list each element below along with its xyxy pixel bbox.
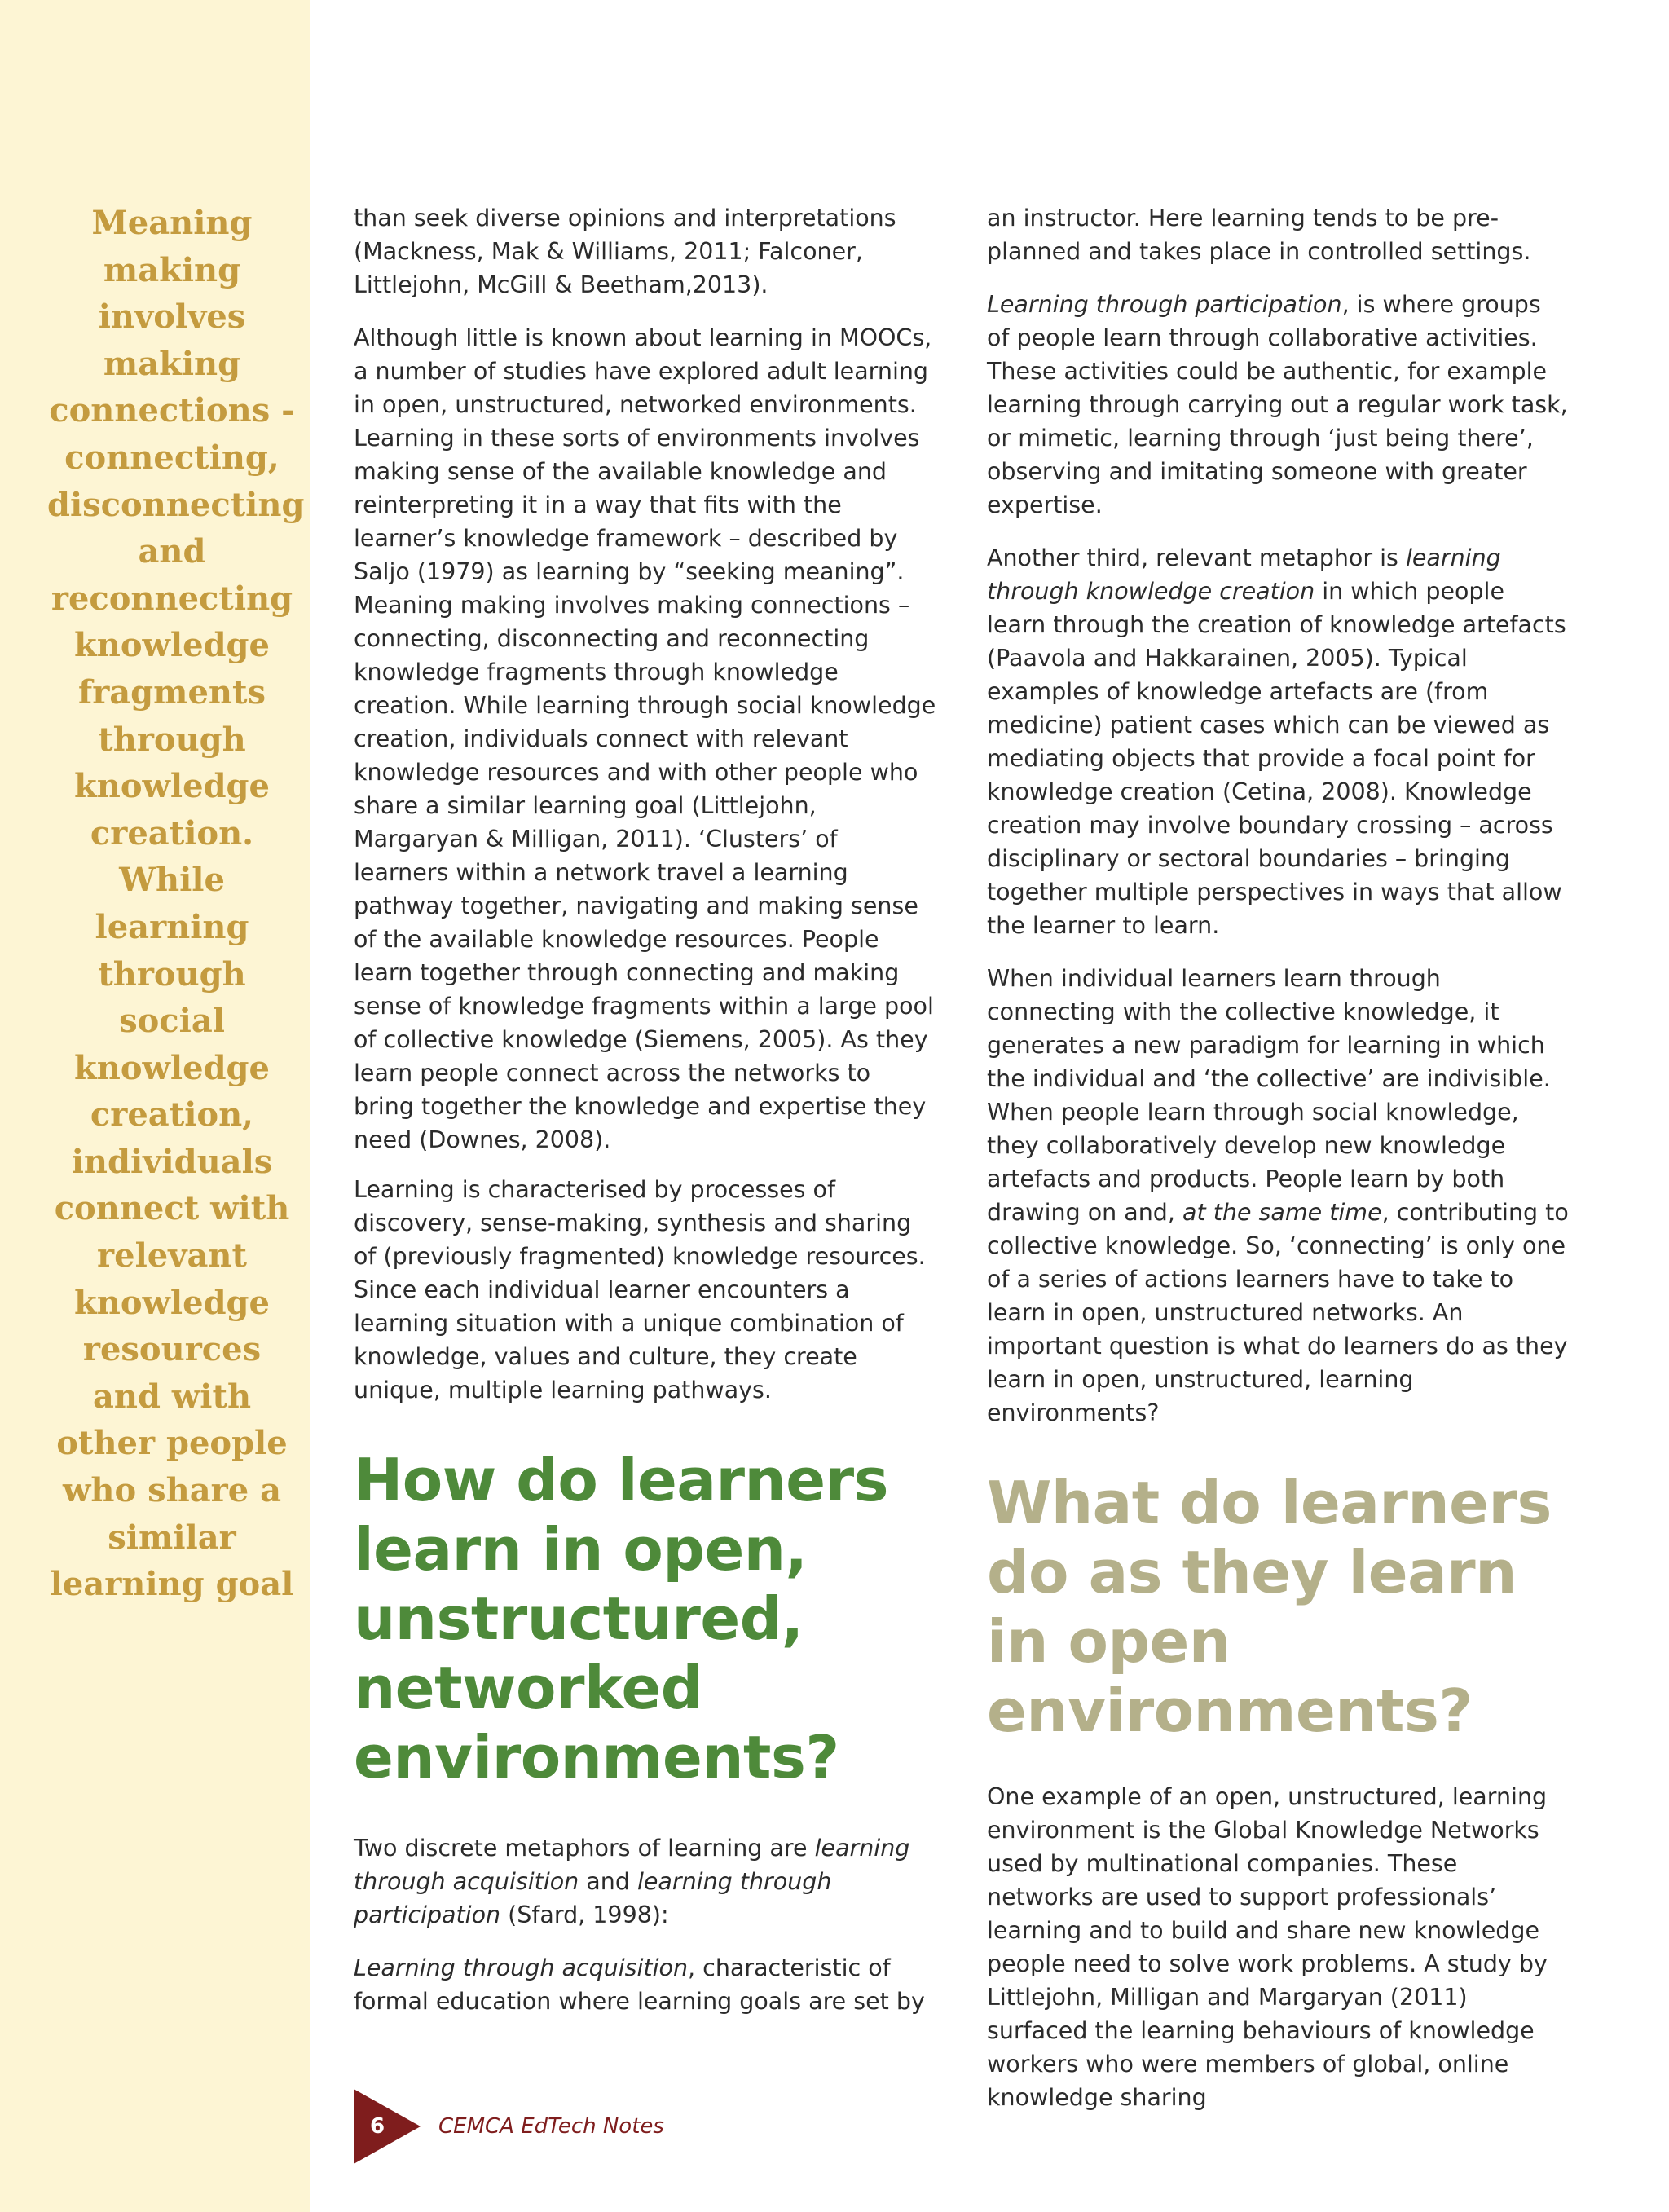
page-footer [354,2089,761,2164]
text-run: Two discrete metaphors of learning are [354,1835,815,1862]
triangle-marker-icon [354,2089,421,2164]
text-run: in which people learn through the creation of knowledge artefacts (Paavola and Hakkarainen, 2005). Typical examples of knowledge artefacts are (from medicine) patient cases which can be viewed as mediating objects that provide a focal point for knowledge creation (Cetina, 2008). Knowledge creation may involve boundary crossing – across disciplinary or sectoral boundaries – bringing together multiple perspectives in ways that allow the learner to learn. [987,578,1566,939]
text-run: , characteristic of formal education where learning goals are set by [354,1954,925,2015]
paragraph [987,962,1570,1430]
emphasis-text: at the same time [1182,1199,1382,1226]
paragraph [354,1951,936,2018]
pull-quote: Meaning making involves making connections - connecting, disconnecting and reconnecting knowledge fragments through knowledge creation. While learning through social knowledge creation, individuals connect with relevant knowledge resources and with other people who share a similar learning goal [47,204,305,1604]
text-run: , contributing to collective knowledge. So, ‘connecting’ is only one of a series of actions learners have to take to learn in open, unstructured networks. An important question is what do learners do as they learn in open, unstructured, learning environments? [987,1199,1569,1426]
section-heading: How do learners learn in open, unstructured, networked environments? [354,1446,888,1791]
section-heading: What do learners do as they learn in open environments? [987,1469,1552,1745]
page-number: 6 [370,2114,385,2139]
text-run: Another third, relevant metaphor is [987,544,1406,571]
text-run: (Sfard, 1998): [500,1901,669,1928]
emphasis-text: learning through knowledge creation [987,544,1501,605]
text-run: and [579,1868,637,1895]
paragraph [987,288,1570,522]
paragraph: an instructor. Here learning tends to be pre-planned and takes place in controlled settings. [987,205,1531,265]
paragraph: than seek diverse opinions and interpretations (Mackness, Mak & Williams, 2011; Falconer, Littlejohn, McGill & Beetham,2013). [354,205,896,298]
paragraph: One example of an open, unstructured, learning environment is the Global Knowledge Networks used by multinational companies. These networks are used to support professionals’ learning and to build and share new knowledge people need to solve work problems. A study by Littlejohn, Milligan and Margaryan (2011) surfaced the learning behaviours of knowledge workers who were members of global, online knowledge sharing [987,1783,1548,2111]
paragraph [987,541,1570,942]
paragraph: Although little is known about learning in MOOCs, a number of studies have explored adult learning in open, unstructured, networked environments. Learning in these sorts of environments involves making sense of the available knowledge and reinterpreting it in a way that fits with the learner’s knowledge framework – described by Saljo (1979) as learning by “seeking meaning”. Meaning making involves making connections – connecting, disconnecting and reconnecting knowledge fragments through knowledge creation. While learning through social knowledge creation, individuals connect with relevant knowledge resources and with other people who share a similar learning goal (Littlejohn, Margaryan & Milligan, 2011). ‘Clusters’ of learners within a network travel a learning pathway together, navigating and making sense of the available knowledge resources. People learn together through connecting and making sense of knowledge fragments within a large pool of collective knowledge (Siemens, 2005). As they learn people connect across the networks to bring together the knowledge and expertise they need (Downes, 2008). [354,324,936,1153]
emphasis-text: learning through acquisition [354,1835,910,1895]
publication-title: CEMCA EdTech Notes [438,2114,664,2139]
emphasis-text: learning through participation [354,1868,832,1928]
left-column [354,201,936,2038]
right-column [987,201,1570,2134]
emphasis-text: Learning through participation [987,291,1342,318]
paragraph [354,1831,936,1932]
text-run: , is where groups of people learn through collaborative activities. These activities could be authentic, for example learning through carrying out a regular work task, or mimetic, learning through ‘just being there’, observing and imitating someone with greater expertise. [987,291,1568,518]
emphasis-text: Learning through acquisition [354,1954,689,1981]
paragraph: Learning is characterised by processes of discovery, sense-making, synthesis and sharing of (previously fragmented) knowledge resources. Since each individual learner encounters a learning situation with a unique combination of knowledge, values and culture, they create unique, multiple learning pathways. [354,1176,926,1403]
sidebar [0,0,310,2212]
text-run: When individual learners learn through connecting with the collective knowledge, it generates a new paradigm for learning in which the individual and ‘the collective’ are indivisible. When people learn through social knowledge, they collaboratively develop new knowledge artefacts and products. People learn by both drawing on and, [987,965,1551,1226]
